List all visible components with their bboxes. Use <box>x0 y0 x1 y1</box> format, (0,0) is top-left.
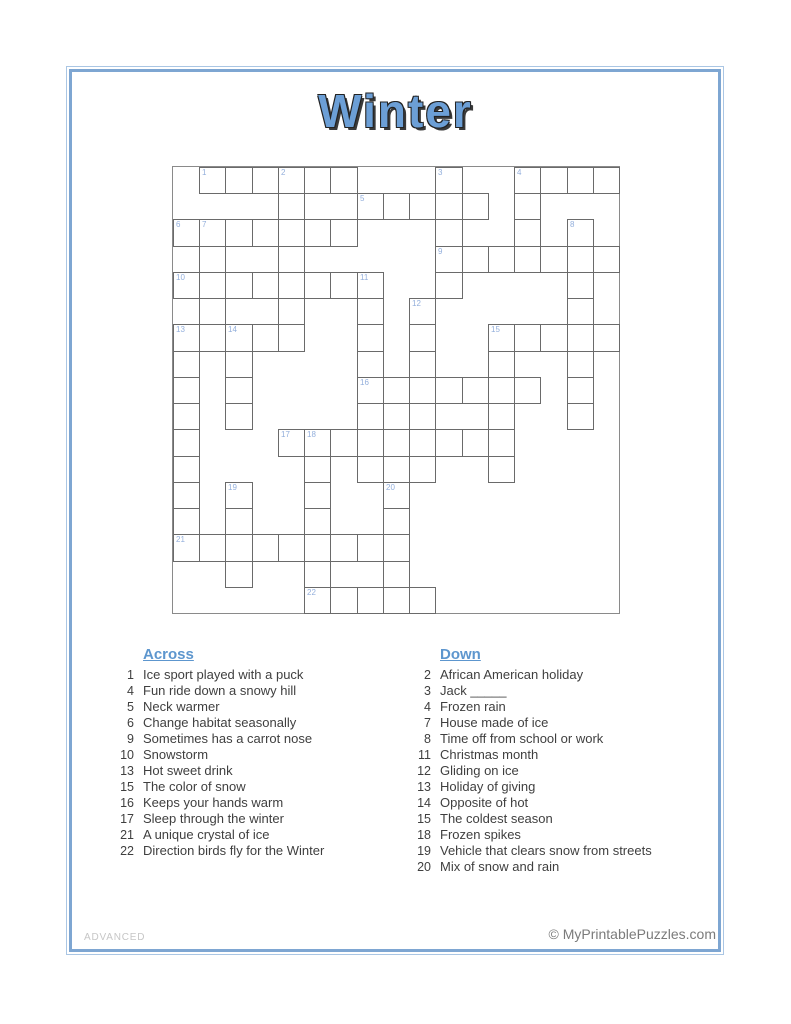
crossword-cell[interactable] <box>383 193 410 220</box>
crossword-cell[interactable] <box>593 167 620 194</box>
crossword-cell[interactable] <box>278 193 305 220</box>
crossword-cell[interactable] <box>567 403 594 430</box>
clue-row <box>108 731 398 747</box>
clue-number: 16 <box>120 796 134 810</box>
clue-row <box>108 827 398 843</box>
crossword-cell[interactable] <box>225 377 253 404</box>
crossword-cell[interactable] <box>409 377 436 404</box>
crossword-cell[interactable] <box>383 508 410 535</box>
crossword-cell[interactable] <box>173 324 200 352</box>
crossword-cell[interactable] <box>488 351 515 378</box>
crossword-cell[interactable] <box>252 272 279 299</box>
crossword-cell[interactable] <box>252 324 279 352</box>
clue-number: 21 <box>120 828 134 842</box>
crossword-cell[interactable] <box>435 377 463 404</box>
crossword-cell[interactable] <box>173 219 200 247</box>
clue-number: 8 <box>424 732 431 746</box>
crossword-grid <box>172 166 620 614</box>
clue-row <box>405 811 725 827</box>
clue-text: Keeps your hands warm <box>143 795 284 810</box>
crossword-cell[interactable] <box>357 534 384 562</box>
crossword-cell[interactable] <box>225 167 253 194</box>
crossword-cell[interactable] <box>173 403 200 430</box>
crossword-cell[interactable] <box>567 167 594 194</box>
clue-row <box>108 667 398 683</box>
clue-number: 20 <box>417 860 431 874</box>
across-heading: Across <box>143 646 194 663</box>
cell-number: 9 <box>438 247 443 256</box>
crossword-cell[interactable] <box>173 534 200 562</box>
clue-number: 19 <box>417 844 431 858</box>
crossword-cell[interactable] <box>225 324 253 352</box>
crossword-cell[interactable] <box>540 167 568 194</box>
crossword-cell[interactable] <box>488 403 515 430</box>
clue-text: Hot sweet drink <box>143 763 233 778</box>
clue-row <box>405 699 725 715</box>
difficulty-label: ADVANCED <box>84 932 146 943</box>
crossword-cell[interactable] <box>304 272 331 299</box>
crossword-cell[interactable] <box>567 298 594 325</box>
clue-text: African American holiday <box>440 667 584 682</box>
clue-row <box>108 779 398 795</box>
crossword-cell[interactable] <box>514 167 541 194</box>
crossword-cell[interactable] <box>225 403 253 430</box>
clue-number: 9 <box>127 732 134 746</box>
clue-number: 11 <box>418 748 431 762</box>
cell-number: 2 <box>281 168 286 177</box>
clue-row <box>108 699 398 715</box>
crossword-cell[interactable] <box>357 377 384 404</box>
cell-number: 14 <box>228 325 237 334</box>
crossword-cell[interactable] <box>278 167 305 194</box>
crossword-cell[interactable] <box>409 324 436 352</box>
clue-number: 3 <box>424 684 431 698</box>
clue-row <box>405 843 725 859</box>
clue-row <box>108 763 398 779</box>
clue-row <box>108 715 398 731</box>
crossword-cell[interactable] <box>199 167 226 194</box>
across-clue-list <box>108 667 398 859</box>
crossword-cell[interactable] <box>330 167 358 194</box>
crossword-cell[interactable] <box>304 456 331 483</box>
clue-text: Fun ride down a snowy hill <box>143 683 297 698</box>
clue-number: 4 <box>127 684 134 698</box>
crossword-cell[interactable] <box>173 377 200 404</box>
crossword-cell[interactable] <box>304 167 331 194</box>
crossword-cell[interactable] <box>567 272 594 299</box>
crossword-cell[interactable] <box>173 456 200 483</box>
crossword-cell[interactable] <box>593 324 620 352</box>
crossword-cell[interactable] <box>567 246 594 273</box>
crossword-cell[interactable] <box>383 534 410 562</box>
clue-text: Christmas month <box>440 747 539 762</box>
crossword-cell[interactable] <box>278 298 305 325</box>
crossword-cell[interactable] <box>409 456 436 483</box>
crossword-cell[interactable] <box>435 246 463 273</box>
crossword-cell[interactable] <box>330 272 358 299</box>
crossword-cell[interactable] <box>278 219 305 247</box>
crossword-cell[interactable] <box>330 219 358 247</box>
cell-number: 6 <box>176 220 181 229</box>
clue-text: Change habitat seasonally <box>143 715 297 730</box>
clue-text: The coldest season <box>440 811 553 826</box>
clue-row <box>405 827 725 843</box>
clue-row <box>405 747 725 763</box>
clue-row <box>405 795 725 811</box>
crossword-cell[interactable] <box>252 534 279 562</box>
crossword-cell[interactable] <box>278 246 305 273</box>
crossword-cell[interactable] <box>383 482 410 509</box>
down-clues-section <box>405 646 725 875</box>
clue-number: 17 <box>120 812 134 826</box>
crossword-cell[interactable] <box>357 298 384 325</box>
crossword-cell[interactable] <box>567 351 594 378</box>
crossword-cell[interactable] <box>488 429 515 457</box>
clue-row <box>405 715 725 731</box>
credit-label: © MyPrintablePuzzles.com <box>548 926 716 942</box>
cell-number: 20 <box>386 483 395 492</box>
clue-text: Gliding on ice <box>440 763 519 778</box>
crossword-cell[interactable] <box>173 272 200 299</box>
cell-number: 8 <box>570 220 575 229</box>
clue-row <box>405 731 725 747</box>
across-clues-section <box>108 646 398 859</box>
crossword-cell[interactable] <box>409 403 436 430</box>
clue-number: 1 <box>127 668 134 682</box>
crossword-cell[interactable] <box>409 429 436 457</box>
clue-text: Neck warmer <box>143 699 220 714</box>
crossword-cell[interactable] <box>173 482 200 509</box>
cell-number: 22 <box>307 588 316 597</box>
clue-number: 18 <box>417 828 431 842</box>
cell-number: 4 <box>517 168 522 177</box>
down-heading: Down <box>440 646 481 663</box>
crossword-cell[interactable] <box>278 534 305 562</box>
crossword-cell[interactable] <box>540 324 568 352</box>
cell-number: 5 <box>360 194 365 203</box>
clue-row <box>108 683 398 699</box>
crossword-cell[interactable] <box>488 377 515 404</box>
cell-number: 15 <box>491 325 500 334</box>
clue-text: Vehicle that clears snow from streets <box>440 843 652 858</box>
crossword-cell[interactable] <box>514 324 541 352</box>
clue-text: Sleep through the winter <box>143 811 284 826</box>
crossword-cell[interactable] <box>462 429 489 457</box>
crossword-cell[interactable] <box>488 246 515 273</box>
crossword-cell[interactable] <box>540 246 568 273</box>
crossword-cell[interactable] <box>225 534 253 562</box>
clue-text: A unique crystal of ice <box>143 827 270 842</box>
crossword-cell[interactable] <box>435 167 463 194</box>
crossword-cell[interactable] <box>278 429 305 457</box>
crossword-cell[interactable] <box>567 377 594 404</box>
crossword-cell[interactable] <box>199 298 226 325</box>
puzzle-title: Winter <box>318 85 473 137</box>
clue-row <box>405 667 725 683</box>
crossword-cell[interactable] <box>173 508 200 535</box>
cell-number: 1 <box>202 168 207 177</box>
crossword-cell[interactable] <box>225 351 253 378</box>
clue-text: House made of ice <box>440 715 549 730</box>
cell-number: 18 <box>307 430 316 439</box>
cell-number: 17 <box>281 430 290 439</box>
clue-text: Frozen rain <box>440 699 506 714</box>
clue-row <box>405 779 725 795</box>
cell-number: 7 <box>202 220 207 229</box>
crossword-cell[interactable] <box>593 246 620 273</box>
crossword-cell[interactable] <box>514 377 541 404</box>
clue-number: 14 <box>417 796 431 810</box>
crossword-cell[interactable] <box>173 351 200 378</box>
crossword-cell[interactable] <box>488 456 515 483</box>
crossword-cell[interactable] <box>409 193 436 220</box>
clue-row <box>405 763 725 779</box>
clue-number: 10 <box>120 748 134 762</box>
crossword-cell[interactable] <box>383 377 410 404</box>
cell-number: 21 <box>176 535 185 544</box>
clue-text: Opposite of hot <box>440 795 529 810</box>
crossword-cell[interactable] <box>304 534 331 562</box>
crossword-cell[interactable] <box>304 561 331 588</box>
crossword-cell[interactable] <box>304 587 331 614</box>
clue-row <box>108 747 398 763</box>
clue-text: Frozen spikes <box>440 827 521 842</box>
clue-number: 5 <box>127 700 134 714</box>
clue-number: 7 <box>424 716 431 730</box>
crossword-cell[interactable] <box>514 219 541 247</box>
crossword-cell[interactable] <box>304 429 331 457</box>
clue-row <box>108 795 398 811</box>
crossword-cell[interactable] <box>435 193 463 220</box>
clue-text: Direction birds fly for the Winter <box>143 843 325 858</box>
crossword-cell[interactable] <box>330 534 358 562</box>
crossword-cell[interactable] <box>199 534 226 562</box>
crossword-cell[interactable] <box>357 272 384 299</box>
clue-row <box>405 683 725 699</box>
crossword-cell[interactable] <box>357 456 384 483</box>
cell-number: 12 <box>412 299 421 308</box>
clue-row <box>108 811 398 827</box>
crossword-cell[interactable] <box>488 324 515 352</box>
crossword-cell[interactable] <box>357 429 384 457</box>
crossword-cell[interactable] <box>435 219 463 247</box>
crossword-cell[interactable] <box>357 193 384 220</box>
clue-row <box>405 859 725 875</box>
crossword-cell[interactable] <box>435 272 463 299</box>
crossword-cell[interactable] <box>409 298 436 325</box>
clue-text: Time off from school or work <box>440 731 604 746</box>
crossword-cell[interactable] <box>252 219 279 247</box>
crossword-cell[interactable] <box>435 429 463 457</box>
crossword-cell[interactable] <box>409 351 436 378</box>
clue-text: The color of snow <box>143 779 246 794</box>
crossword-cell[interactable] <box>304 482 331 509</box>
clue-text: Jack _____ <box>440 683 507 698</box>
crossword-cell[interactable] <box>199 272 226 299</box>
crossword-cell[interactable] <box>278 272 305 299</box>
crossword-cell[interactable] <box>567 324 594 352</box>
crossword-cell[interactable] <box>199 324 226 352</box>
cell-number: 10 <box>176 273 185 282</box>
crossword-cell[interactable] <box>409 587 436 614</box>
crossword-cell[interactable] <box>357 324 384 352</box>
crossword-cell[interactable] <box>304 219 331 247</box>
clue-number: 6 <box>127 716 134 730</box>
cell-number: 3 <box>438 168 443 177</box>
clue-number: 13 <box>120 764 134 778</box>
clue-number: 15 <box>120 780 134 794</box>
clue-number: 15 <box>417 812 431 826</box>
cell-number: 11 <box>360 273 369 282</box>
crossword-cell[interactable] <box>278 324 305 352</box>
clue-number: 13 <box>417 780 431 794</box>
clue-text: Mix of snow and rain <box>440 859 560 874</box>
crossword-cell[interactable] <box>225 561 253 588</box>
crossword-cell[interactable] <box>199 219 226 247</box>
crossword-cell[interactable] <box>567 219 594 247</box>
crossword-cell[interactable] <box>357 351 384 378</box>
clue-text: Ice sport played with a puck <box>143 667 304 682</box>
clue-number: 22 <box>120 844 134 858</box>
crossword-cell[interactable] <box>357 587 384 614</box>
crossword-cell[interactable] <box>462 246 489 273</box>
crossword-cell[interactable] <box>173 429 200 457</box>
crossword-cell[interactable] <box>225 272 253 299</box>
cell-number: 13 <box>176 325 185 334</box>
crossword-cell[interactable] <box>304 508 331 535</box>
down-clue-list <box>405 667 725 875</box>
cell-number: 16 <box>360 378 369 387</box>
crossword-cell[interactable] <box>383 429 410 457</box>
crossword-cell[interactable] <box>462 377 489 404</box>
crossword-cell[interactable] <box>357 403 384 430</box>
crossword-cell[interactable] <box>514 193 541 220</box>
clue-text: Holiday of giving <box>440 779 536 794</box>
crossword-cell[interactable] <box>383 561 410 588</box>
clue-number: 4 <box>424 700 431 714</box>
crossword-cell[interactable] <box>252 167 279 194</box>
crossword-cell[interactable] <box>225 482 253 509</box>
cell-number: 19 <box>228 483 237 492</box>
clue-number: 12 <box>417 764 431 778</box>
crossword-cell[interactable] <box>225 508 253 535</box>
crossword-cell[interactable] <box>330 587 358 614</box>
crossword-cell[interactable] <box>383 587 410 614</box>
clue-number: 2 <box>424 668 431 682</box>
crossword-cell[interactable] <box>462 193 489 220</box>
clue-row <box>108 843 398 859</box>
crossword-cell[interactable] <box>514 246 541 273</box>
crossword-cell[interactable] <box>225 219 253 247</box>
crossword-cell[interactable] <box>199 246 226 273</box>
clue-text: Sometimes has a carrot nose <box>143 731 313 746</box>
clue-text: Snowstorm <box>143 747 209 762</box>
crossword-cell[interactable] <box>330 429 358 457</box>
